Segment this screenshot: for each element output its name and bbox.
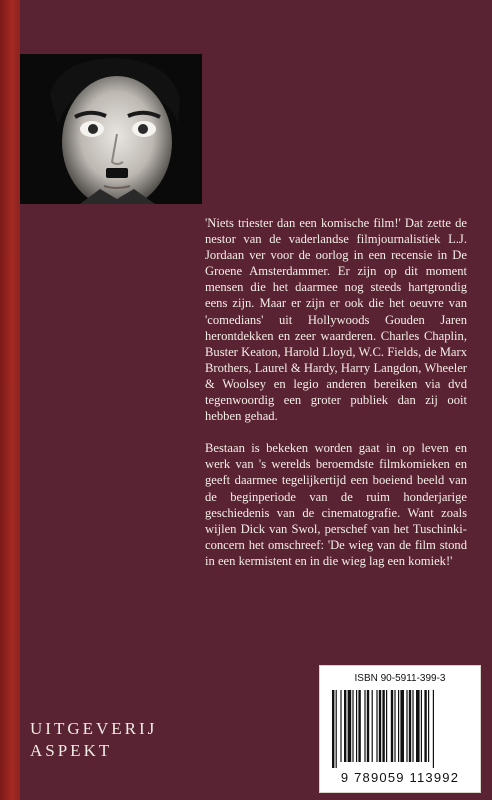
spine-strip	[0, 0, 20, 800]
portrait-image	[20, 54, 202, 204]
barcode-bar	[364, 690, 365, 762]
barcode-bar	[367, 690, 369, 762]
barcode-bar	[352, 690, 353, 762]
publisher-logo-text	[30, 718, 157, 762]
barcode-bar	[336, 690, 337, 768]
back-cover-blurb	[205, 215, 467, 585]
blurb-paragraph-2: Bestaan is bekeken worden gaat in op leven en werk van 's werelds beroemdste filmkomieken en geeft daarmee tegelijkertijd een boeiend beeld van de beginperiode van de ruim honderjarige geschiedenis van de cinematografie. Want zoals wijlen Dick van Swol, perschef van het Tuschinki-concern het omschreef: 'De wieg van de film stond in een kermistent en in die wieg lag een komiek!'	[205, 441, 467, 568]
barcode-bar	[406, 690, 407, 762]
barcode-bar	[391, 690, 393, 762]
barcode-bar	[428, 690, 429, 762]
isbn-barcode-box	[319, 665, 481, 793]
barcode-number: 9 789059 113992	[340, 770, 460, 785]
isbn-label: ISBN 90-5911-399-3	[354, 673, 446, 684]
barcode-bar	[424, 690, 426, 762]
barcode-bar	[382, 690, 384, 762]
barcode-bar	[344, 690, 346, 762]
barcode-bar	[348, 690, 352, 762]
barcode-bar	[421, 690, 422, 762]
barcode-bar	[376, 690, 377, 762]
barcode-bar	[332, 690, 334, 768]
barcode-bar	[409, 690, 411, 762]
barcode-bar	[379, 690, 381, 762]
publisher-line-1: UITGEVERIJ	[30, 719, 158, 738]
barcode-bar	[386, 690, 387, 762]
barcode-bar	[340, 690, 341, 762]
barcode-bar	[358, 690, 360, 762]
barcode-bar	[416, 690, 420, 762]
publisher-line-2: ASPEKT	[30, 741, 113, 760]
barcode-bar	[400, 690, 404, 762]
blurb-paragraph-1: 'Niets triester dan een komische film!' Dat zette de nestor van de vaderlandse filmjournalistiek L.J. Jordaan ver voor de oorlog in een recensie in De Groene Amsterdammer. Er zijn op dit moment mensen die het daarmee nog steeds hartgrondig eens zijn. Maar er zijn er ook die het oeuvre van 'comedians' uit Hollywoods Gouden Jaren herontdekken en zeer waarderen. Charles Chaplin, Buster Keaton, Harold Lloyd, W.C. Fields, de Marx Brothers, Laurel & Hardy, Harry Langdon, Wheeler & Woolsey en legio anderen bereiken via dvd tegenwoordig een groter publiek dan zij ooit hebben gehad.	[205, 216, 467, 424]
barcode-bars	[332, 690, 468, 768]
barcode-bar	[433, 690, 434, 768]
barcode-bar	[398, 690, 399, 762]
barcode-bar	[412, 690, 413, 762]
barcode-bar	[356, 690, 357, 762]
barcode-bar	[394, 690, 395, 762]
chaplin-portrait-photo	[20, 54, 202, 204]
barcode-bar	[372, 690, 373, 762]
